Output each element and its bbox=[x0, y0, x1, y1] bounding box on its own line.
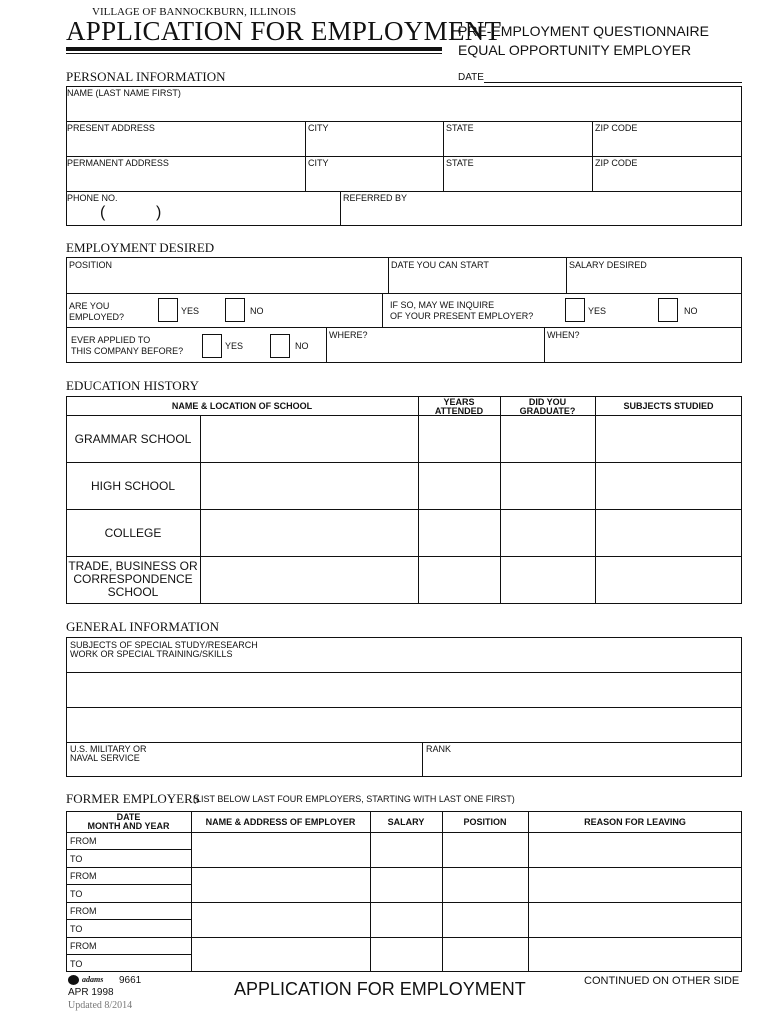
former-row1-from[interactable]: FROM bbox=[70, 836, 97, 846]
applied-question-1: EVER APPLIED TO bbox=[71, 335, 151, 345]
name-field[interactable]: NAME (LAST NAME FIRST) bbox=[67, 88, 181, 98]
former-col-name: NAME & ADDRESS OF EMPLOYER bbox=[205, 817, 356, 827]
edu-col-grad-2: GRADUATE? bbox=[519, 406, 576, 416]
military-field-1[interactable]: U.S. MILITARY OR bbox=[70, 744, 147, 754]
employed-no-label: NO bbox=[250, 306, 264, 316]
inquire-question-1: IF SO, MAY WE INQUIRE bbox=[390, 300, 495, 310]
former-col-date-2: MONTH AND YEAR bbox=[87, 821, 170, 831]
subtitle-questionnaire: PRE-EMPLOYMENT QUESTIONNAIRE bbox=[458, 23, 710, 39]
applied-where-field[interactable]: WHERE? bbox=[329, 330, 368, 340]
phone-paren-close: ) bbox=[156, 204, 162, 221]
village-name: VILLAGE OF BANNOCKBURN, ILLINOIS bbox=[92, 6, 297, 18]
revision-date: APR 1998 bbox=[68, 987, 114, 998]
former-row2-from[interactable]: FROM bbox=[70, 871, 97, 881]
inquire-no-label: NO bbox=[684, 306, 698, 316]
special-study-field-1[interactable]: SUBJECTS OF SPECIAL STUDY/RESEARCH bbox=[70, 640, 258, 650]
employed-question-2: EMPLOYED? bbox=[69, 312, 125, 322]
referred-by-field[interactable]: REFERRED BY bbox=[343, 193, 408, 203]
edu-row-grammar: GRAMMAR SCHOOL bbox=[74, 432, 192, 446]
former-col-reason: REASON FOR LEAVING bbox=[584, 817, 686, 827]
former-row4-to[interactable]: TO bbox=[70, 959, 83, 969]
inquire-yes-label: YES bbox=[588, 306, 607, 316]
date-label: DATE bbox=[458, 72, 484, 83]
applied-no-label: NO bbox=[295, 341, 309, 351]
employed-no-checkbox[interactable] bbox=[225, 298, 245, 322]
employment-heading: EMPLOYMENT DESIRED bbox=[66, 240, 215, 255]
edu-row-trade-2: CORRESPONDENCE bbox=[73, 572, 193, 586]
present-zip-field[interactable]: ZIP CODE bbox=[595, 123, 638, 133]
former-row1-to[interactable]: TO bbox=[70, 854, 83, 864]
edu-row-trade-1: TRADE, BUSINESS OR bbox=[68, 559, 198, 573]
present-state-field[interactable]: STATE bbox=[446, 123, 474, 133]
title-rule-thick bbox=[66, 47, 442, 51]
footer-title: APPLICATION FOR EMPLOYMENT bbox=[234, 979, 526, 999]
updated-date: Updated 8/2014 bbox=[68, 1000, 133, 1011]
employed-question-1: ARE YOU bbox=[69, 301, 110, 311]
permanent-city-field[interactable]: CITY bbox=[308, 158, 329, 168]
inquire-yes-checkbox[interactable] bbox=[565, 298, 585, 322]
personal-heading: PERSONAL INFORMATION bbox=[66, 69, 226, 84]
general-heading: GENERAL INFORMATION bbox=[66, 619, 219, 634]
former-row4-from[interactable]: FROM bbox=[70, 941, 97, 951]
permanent-address-field[interactable]: PERMANENT ADDRESS bbox=[67, 158, 169, 168]
employed-yes-label: YES bbox=[181, 306, 200, 316]
permanent-zip-field[interactable]: ZIP CODE bbox=[595, 158, 638, 168]
form-number: 9661 bbox=[119, 975, 142, 986]
edu-col-subjects: SUBJECTS STUDIED bbox=[623, 401, 714, 411]
employed-yes-checkbox[interactable] bbox=[158, 298, 178, 322]
edu-col-school: NAME & LOCATION OF SCHOOL bbox=[171, 401, 313, 411]
applied-yes-label: YES bbox=[225, 341, 244, 351]
former-row2-to[interactable]: TO bbox=[70, 889, 83, 899]
salary-desired-field[interactable]: SALARY DESIRED bbox=[569, 260, 647, 270]
inquire-question-2: OF YOUR PRESENT EMPLOYER? bbox=[390, 311, 534, 321]
edu-row-college: COLLEGE bbox=[104, 526, 162, 540]
present-address-field[interactable]: PRESENT ADDRESS bbox=[67, 123, 155, 133]
former-table bbox=[66, 811, 742, 972]
edu-col-grad-1: DID YOU bbox=[528, 397, 567, 407]
former-heading: FORMER EMPLOYERS bbox=[66, 791, 200, 806]
continued-note: CONTINUED ON OTHER SIDE bbox=[584, 975, 740, 987]
military-field-2[interactable]: NAVAL SERVICE bbox=[70, 753, 140, 763]
date-start-field[interactable]: DATE YOU CAN START bbox=[391, 260, 489, 270]
title-rule-thin bbox=[66, 53, 442, 54]
phone-paren-open: ( bbox=[100, 204, 106, 221]
applied-when-field[interactable]: WHEN? bbox=[547, 330, 580, 340]
former-row3-to[interactable]: TO bbox=[70, 924, 83, 934]
brand-name: adams bbox=[82, 975, 104, 984]
special-study-field-2[interactable]: WORK OR SPECIAL TRAINING/SKILLS bbox=[70, 649, 233, 659]
date-field[interactable] bbox=[484, 82, 742, 83]
applied-question-2: THIS COMPANY BEFORE? bbox=[71, 346, 184, 356]
present-city-field[interactable]: CITY bbox=[308, 123, 329, 133]
former-col-date-1: DATE bbox=[116, 812, 141, 822]
applied-no-checkbox[interactable] bbox=[270, 334, 290, 358]
inquire-no-checkbox[interactable] bbox=[658, 298, 678, 322]
edu-col-years-1: YEARS bbox=[443, 397, 475, 407]
former-note: (LIST BELOW LAST FOUR EMPLOYERS, STARTING WITH LAST ONE FIRST) bbox=[193, 794, 515, 804]
form-title: APPLICATION FOR EMPLOYMENT bbox=[66, 16, 502, 46]
former-col-salary: SALARY bbox=[387, 817, 425, 827]
former-row3-from[interactable]: FROM bbox=[70, 906, 97, 916]
applied-yes-checkbox[interactable] bbox=[202, 334, 222, 358]
adams-logo-icon bbox=[68, 975, 79, 985]
position-field[interactable]: POSITION bbox=[69, 260, 113, 270]
permanent-state-field[interactable]: STATE bbox=[446, 158, 474, 168]
former-col-position: POSITION bbox=[463, 817, 507, 827]
education-heading: EDUCATION HISTORY bbox=[66, 378, 200, 393]
phone-field[interactable]: PHONE NO. bbox=[67, 193, 118, 203]
subtitle-eoe: EQUAL OPPORTUNITY EMPLOYER bbox=[458, 42, 692, 58]
edu-col-years-2: ATTENDED bbox=[434, 406, 484, 416]
rank-field[interactable]: RANK bbox=[426, 744, 452, 754]
edu-row-high: HIGH SCHOOL bbox=[90, 479, 175, 493]
edu-row-trade-3: SCHOOL bbox=[107, 585, 159, 599]
